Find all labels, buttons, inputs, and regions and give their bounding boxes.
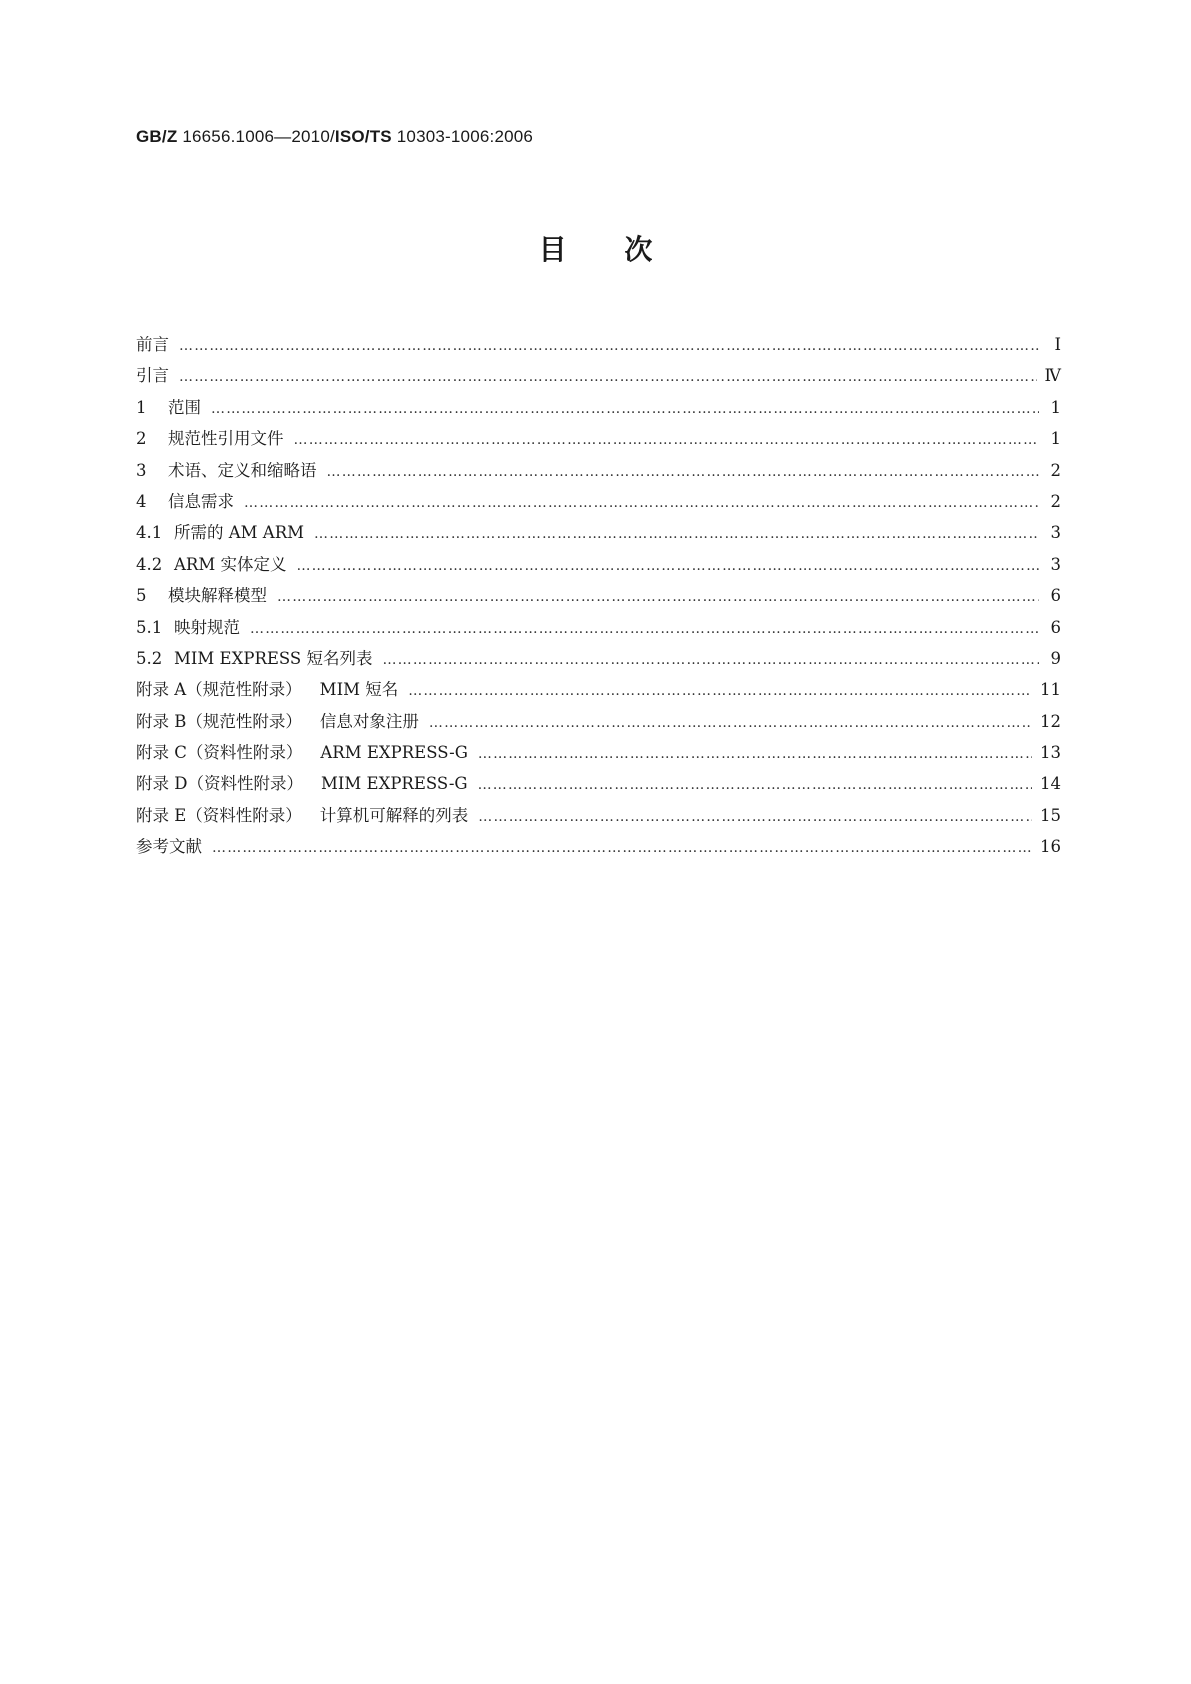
standard-prefix: GB/Z (136, 127, 178, 146)
toc-dot-leader (429, 708, 1032, 739)
toc-entry-label-text: 模块解释模型 (168, 586, 267, 606)
toc-dot-leader (212, 833, 1032, 864)
toc-entry-label-text: 附录 B（规范性附录） (136, 711, 302, 731)
toc-entry-label (168, 486, 234, 517)
toc-entry-page-number: 12 (1040, 711, 1061, 731)
standard-number: 16656.1006—2010/ (177, 127, 335, 146)
toc-entry-page-number: 6 (1050, 617, 1061, 637)
toc-entry-label (136, 360, 169, 391)
toc-entry-page-number: 13 (1040, 743, 1061, 763)
toc-entry[interactable] (136, 643, 1061, 674)
toc-entry-label (174, 612, 240, 643)
toc-entry-label (168, 580, 267, 611)
toc-entry-label-text: 信息需求 (168, 491, 234, 511)
toc-entry-appendix-title: 信息对象注册 (319, 711, 419, 731)
toc-entry-label-text: ARM 实体定义 (174, 554, 287, 574)
toc-dot-leader (244, 488, 1039, 519)
toc-entry-number: 5.1 (136, 617, 163, 637)
toc-entry-label (136, 800, 468, 831)
toc-entry[interactable] (136, 706, 1061, 737)
toc-entry-label-text: 前言 (136, 335, 169, 354)
toc-entry-number: 5.2 (136, 648, 163, 668)
toc-entry-label (168, 455, 317, 486)
toc-entry[interactable] (136, 392, 1061, 423)
toc-entry-label-text: 映射规范 (174, 617, 240, 637)
toc-entry-page-number: 16 (1040, 837, 1061, 857)
toc-dot-leader (314, 519, 1039, 550)
toc-entry-page-number: 11 (1040, 680, 1061, 700)
toc-entry-appendix-title: MIM 短名 (319, 680, 399, 700)
toc-entry-label (168, 392, 201, 423)
toc-entry-page-number: Ⅳ (1044, 366, 1061, 386)
toc-entry-page-number: 9 (1050, 648, 1061, 668)
toc-dot-leader (408, 676, 1032, 707)
toc-entry-label (136, 831, 202, 862)
toc-entry[interactable] (136, 329, 1061, 360)
toc-entry-page-number: 2 (1050, 491, 1061, 511)
toc-entry[interactable] (136, 486, 1061, 517)
toc-entry[interactable] (136, 360, 1061, 391)
toc-entry[interactable] (136, 800, 1061, 831)
toc-dot-leader (277, 582, 1039, 613)
toc-dot-leader (327, 457, 1040, 488)
toc-entry[interactable] (136, 737, 1061, 768)
toc-entry-label-text: 附录 E（资料性附录） (136, 805, 302, 825)
toc-entry[interactable] (136, 517, 1061, 548)
toc-entry[interactable] (136, 580, 1061, 611)
toc-entry-label (174, 517, 304, 548)
toc-entry-label-text: 引言 (136, 366, 169, 386)
toc-entry-page-number: 2 (1050, 460, 1061, 480)
toc-entry-label-text: 附录 C（资料性附录） (136, 743, 303, 763)
toc-entry-number: 1 (136, 397, 147, 417)
toc-entry-label (136, 329, 169, 360)
toc-dot-leader (296, 551, 1039, 582)
toc-entry-label (174, 549, 286, 580)
iso-prefix: ISO/TS (334, 127, 392, 146)
toc-entry-label (136, 768, 468, 799)
table-of-contents (136, 329, 1061, 863)
toc-entry[interactable] (136, 768, 1061, 799)
toc-entry[interactable] (136, 423, 1061, 454)
toc-entry-number: 5 (136, 586, 147, 606)
iso-number: 10303-1006:2006 (391, 127, 534, 146)
toc-entry-label (136, 737, 468, 768)
toc-entry-page-number: 1 (1050, 397, 1061, 417)
toc-dot-leader (294, 425, 1040, 456)
toc-entry-label (136, 674, 398, 705)
toc-entry-label-text: 附录 D（资料性附录） (136, 774, 303, 794)
toc-entry-page-number: 3 (1050, 554, 1061, 574)
toc-dot-leader (382, 645, 1039, 676)
toc-entry-appendix-title: ARM EXPRESS-G (320, 743, 468, 763)
toc-entry-label-text: 所需的 AM ARM (174, 523, 305, 543)
page-title: 目 次 (538, 233, 653, 266)
toc-entry-label-text: 术语、定义和缩略语 (168, 460, 317, 480)
toc-entry-label-text: 范围 (168, 397, 201, 417)
toc-dot-leader (478, 770, 1032, 801)
toc-entry[interactable] (136, 455, 1061, 486)
toc-entry-number: 3 (136, 460, 147, 480)
toc-entry-label (136, 706, 419, 737)
toc-entry-label-text: 规范性引用文件 (168, 429, 284, 449)
toc-entry-page-number: 15 (1040, 805, 1061, 825)
toc-dot-leader (478, 802, 1032, 833)
toc-entry-appendix-title: MIM EXPRESS-G (320, 774, 468, 794)
toc-dot-leader (250, 614, 1039, 645)
toc-entry-number: 4.1 (136, 523, 163, 543)
toc-entry-number: 2 (136, 429, 147, 449)
toc-entry-label (168, 423, 284, 454)
toc-entry-appendix-title: 计算机可解释的列表 (319, 805, 469, 825)
toc-entry-page-number: 6 (1050, 586, 1061, 606)
toc-dot-leader (179, 331, 1039, 362)
toc-dot-leader (211, 394, 1039, 425)
toc-entry-page-number: 14 (1040, 774, 1061, 794)
toc-dot-leader (478, 739, 1032, 770)
toc-entry-number: 4.2 (136, 554, 163, 574)
toc-entry-page-number: 3 (1050, 523, 1061, 543)
toc-entry-number: 4 (136, 491, 147, 511)
toc-entry-label-text: 附录 A（规范性附录） (136, 680, 302, 700)
toc-entry[interactable] (136, 831, 1061, 862)
toc-entry[interactable] (136, 549, 1061, 580)
toc-entry-page-number: 1 (1050, 429, 1061, 449)
toc-entry-label (174, 643, 372, 674)
toc-entry-label-text: MIM EXPRESS 短名列表 (174, 648, 373, 668)
toc-entry[interactable] (136, 612, 1061, 643)
toc-entry-page-number: Ⅰ (1054, 335, 1061, 354)
toc-dot-leader (179, 362, 1037, 393)
toc-entry[interactable] (136, 674, 1061, 705)
document-code-header (136, 127, 533, 147)
toc-entry-label-text: 参考文献 (136, 837, 202, 857)
